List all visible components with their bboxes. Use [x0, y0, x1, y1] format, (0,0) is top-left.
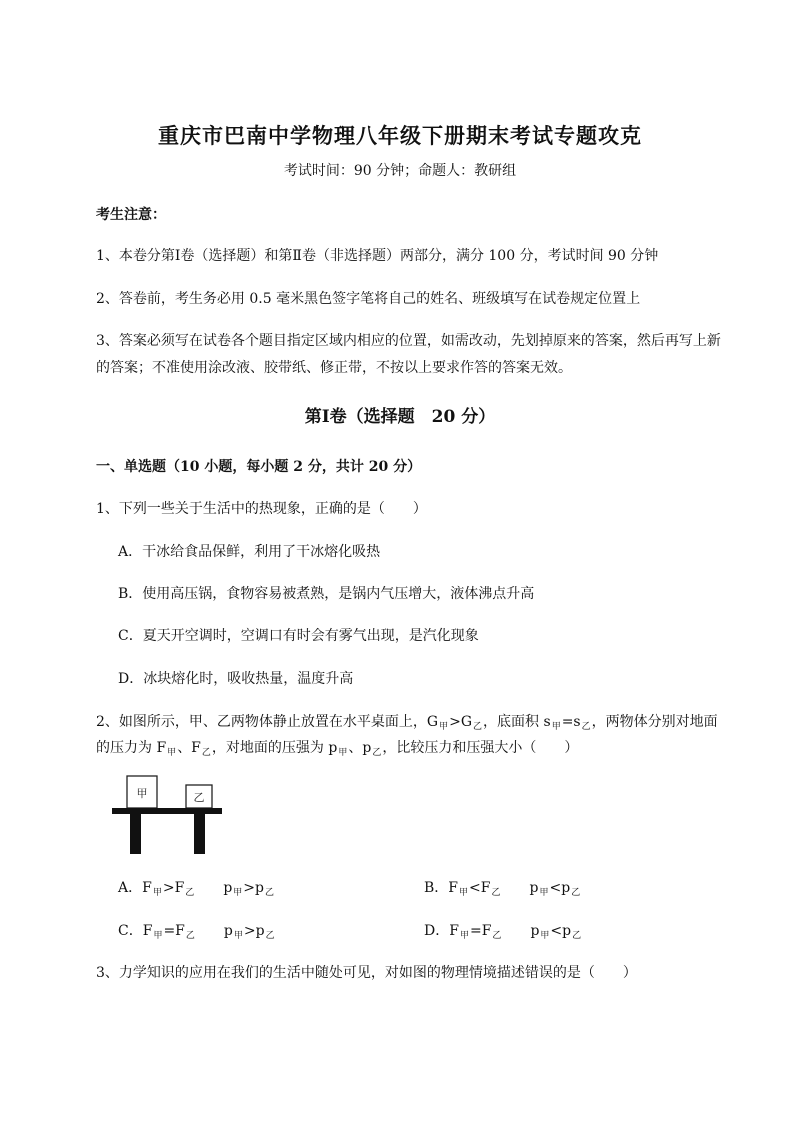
page-title: 重庆市巴南中学物理八年级下册期末考试专题攻克	[158, 123, 642, 148]
note-item-3-continued: 的答案；不准使用涂改液、胶带纸、修正带，不按以上要求作答的答案无效。	[96, 360, 572, 376]
question-2-option-c: C．$F_甲=F_乙$ $p_甲>p_乙$	[118, 923, 275, 941]
question-1-option-b: B．使用高压锅，食物容易被煮熟，是锅内气压增大，液体沸点升高	[118, 586, 535, 602]
question-2-option-a: A．$F_甲>F_乙$ $p_甲>p_乙$	[118, 880, 275, 898]
table-leg-left	[130, 814, 141, 854]
table-leg-right	[194, 814, 205, 854]
question-1-stem: 1、下列一些关于生活中的热现象，正确的是（ ）	[96, 501, 427, 517]
question-2-figure	[110, 772, 230, 856]
question-1-option-a: A．干冰给食品保鲜，利用了干冰熔化吸热	[118, 544, 381, 560]
table-top	[112, 808, 222, 814]
note-item-2: 2、答卷前，考生务必用 0.5 毫米黑色签字笔将自己的姓名、班级填写在试卷规定位置上	[96, 291, 641, 307]
block-jia-label: 甲	[136, 787, 148, 800]
question-1-option-c: C．夏天开空调时，空调口有时会有雾气出现，是汽化现象	[118, 628, 479, 644]
question-2-option-b: B．$F_甲<F_乙$ $p_甲<p_乙$	[424, 880, 581, 898]
notes-heading: 考生注意：	[96, 207, 166, 223]
question-2-stem-line-1: 2、如图所示，甲、乙两物体静止放置在水平桌面上，$G_甲>G_乙$，底面积 $s_甲=s_乙$，两物体分别对地面	[96, 714, 718, 732]
question-2-option-d: D．$F_甲=F_乙$ $p_甲<p_乙$	[424, 923, 582, 941]
exam-subtitle: 考试时间：90 分钟；命题人：教研组	[283, 163, 517, 179]
question-2-stem-line-2: 的压力为 $F_甲$、$F_乙$，对地面的压强为 $p_甲$、$p_乙$，比较压力和压强大小（ ）	[96, 740, 579, 758]
question-3-stem: 3、力学知识的应用在我们的生活中随处可见，对如图的物理情境描述错误的是（ ）	[96, 965, 637, 981]
note-item-3: 3、答案必须写在试卷各个题目指定区域内相应的位置，如需改动，先划掉原来的答案，然后再写上新	[96, 333, 721, 349]
block-yi-label: 乙	[193, 791, 205, 804]
part-heading: 一、单选题（10 小题，每小题 2 分，共计 20 分）	[96, 459, 422, 475]
question-1-option-d: D．冰块熔化时，吸收热量，温度升高	[118, 671, 354, 687]
note-item-1: 1、本卷分第Ⅰ卷（选择题）和第Ⅱ卷（非选择题）两部分，满分 100 分，考试时间 90 分钟	[96, 248, 659, 264]
section-title: 第Ⅰ卷（选择题 20 分）	[304, 407, 496, 427]
